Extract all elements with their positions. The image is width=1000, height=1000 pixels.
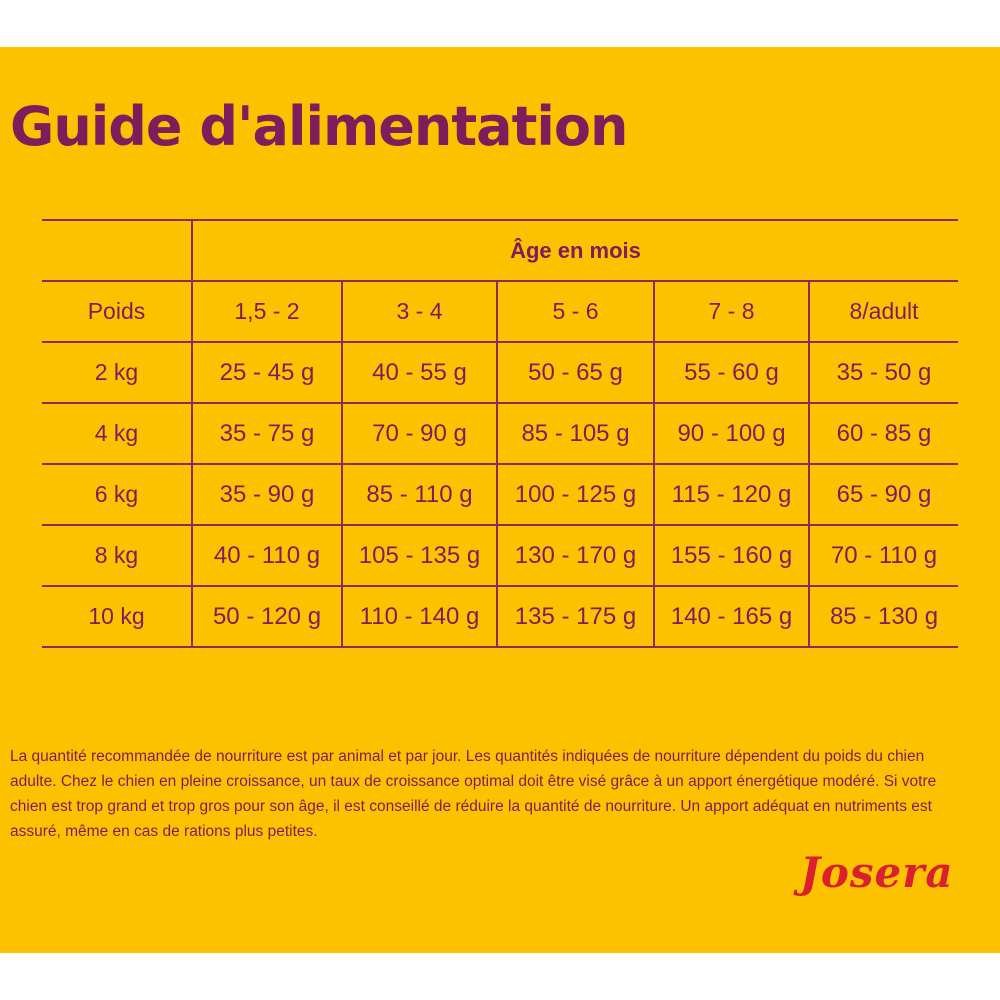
amount-cell: 60 - 85 g [809,403,958,464]
amount-cell: 40 - 55 g [342,342,497,403]
table-row [42,586,958,647]
empty-corner-cell [42,220,192,281]
amount-cell: 25 - 45 g [192,342,342,403]
age-column-header: 8/adult [809,281,958,342]
amount-cell: 105 - 135 g [342,525,497,586]
table-row [42,403,958,464]
amount-cell: 55 - 60 g [654,342,809,403]
feeding-table [42,219,958,648]
feeding-note: La quantité recommandée de nourriture est par animal et par jour. Les quantités indiquées de nourriture dépendent du poids du chien adulte. Chez le chien en pleine croissance, un taux de croissance optimal doit être visé grâce à un apport énergétique modéré. Si votre chien est trop grand et trop gros pour son âge, il est conseillé de réduire la quantité de nourriture. Un apport adéquat en nutriments est assuré, même en cas de rations plus petites. [10,748,937,840]
page-title: Guide d'alimentation [10,95,628,158]
table-row [42,464,958,525]
amount-cell: 50 - 65 g [497,342,654,403]
weight-cell: 6 kg [42,464,192,525]
weight-header: Poids [42,281,192,342]
age-column-header: 7 - 8 [654,281,809,342]
amount-cell: 85 - 105 g [497,403,654,464]
amount-cell: 140 - 165 g [654,586,809,647]
age-column-header: 1,5 - 2 [192,281,342,342]
amount-cell: 70 - 90 g [342,403,497,464]
weight-cell: 10 kg [42,586,192,647]
amount-cell: 65 - 90 g [809,464,958,525]
josera-logo: Josera [800,848,954,897]
amount-cell: 85 - 110 g [342,464,497,525]
age-header-row [42,220,958,281]
amount-cell: 40 - 110 g [192,525,342,586]
amount-cell: 35 - 90 g [192,464,342,525]
age-column-header: 3 - 4 [342,281,497,342]
amount-cell: 35 - 75 g [192,403,342,464]
amount-cell: 90 - 100 g [654,403,809,464]
amount-cell: 100 - 125 g [497,464,654,525]
amount-cell: 115 - 120 g [654,464,809,525]
amount-cell: 110 - 140 g [342,586,497,647]
amount-cell: 85 - 130 g [809,586,958,647]
amount-cell: 50 - 120 g [192,586,342,647]
age-header: Âge en mois [192,220,958,281]
weight-cell: 8 kg [42,525,192,586]
amount-cell: 130 - 170 g [497,525,654,586]
table-row [42,342,958,403]
amount-cell: 155 - 160 g [654,525,809,586]
age-column-header: 5 - 6 [497,281,654,342]
amount-cell: 70 - 110 g [809,525,958,586]
weight-cell: 4 kg [42,403,192,464]
amount-cell: 35 - 50 g [809,342,958,403]
table-row [42,525,958,586]
column-header-row [42,281,958,342]
amount-cell: 135 - 175 g [497,586,654,647]
weight-cell: 2 kg [42,342,192,403]
